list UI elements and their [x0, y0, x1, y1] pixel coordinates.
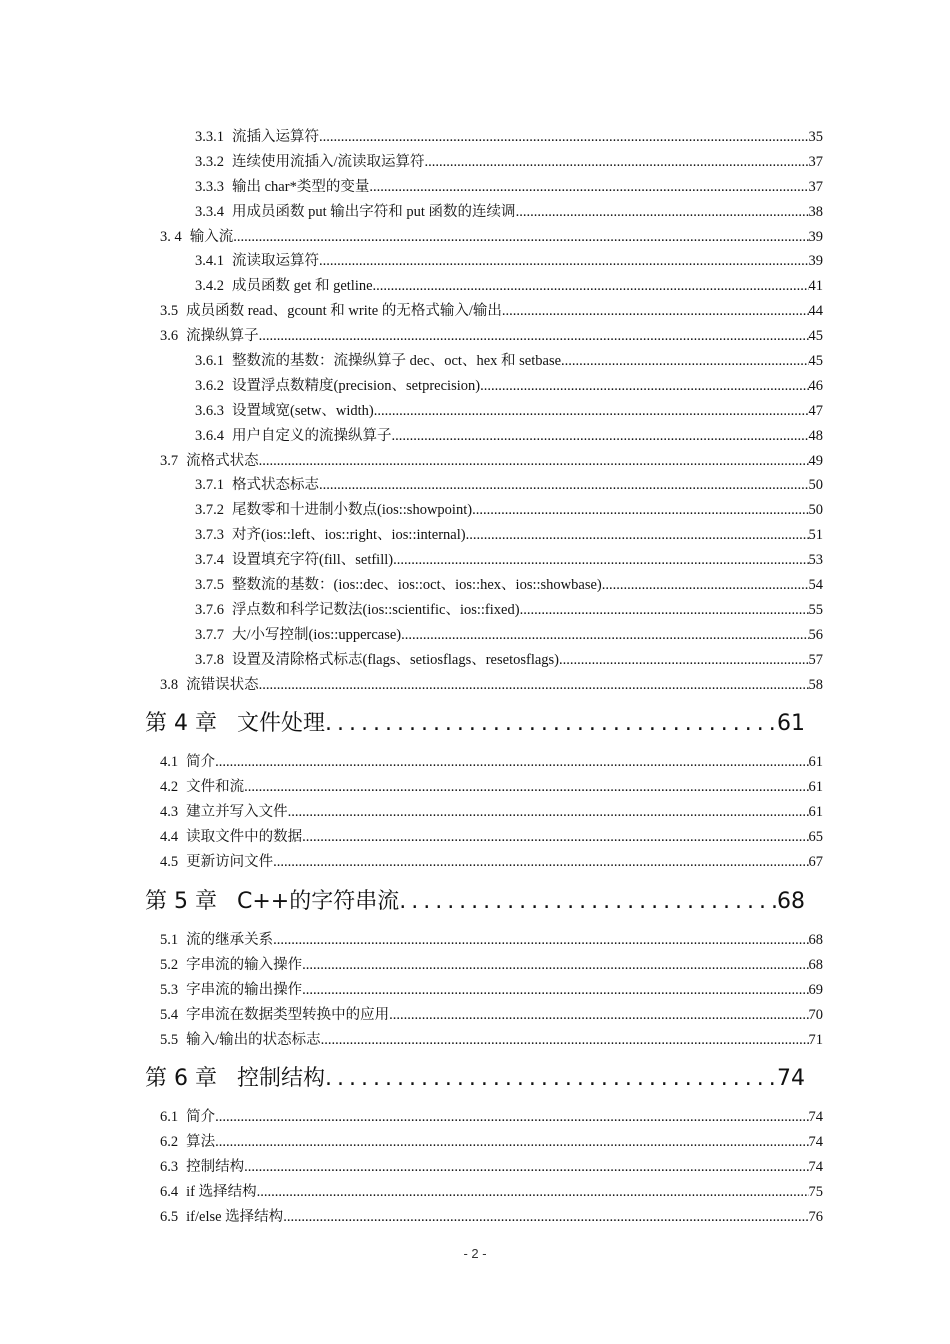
toc-entry[interactable] [160, 800, 823, 825]
toc-entry-label [160, 928, 273, 953]
toc-entry-label [195, 125, 319, 150]
toc-entry-title: 连续使用流插入/流读取运算符 [232, 153, 425, 170]
toc-leader-dots [302, 978, 808, 1003]
toc-entry[interactable] [195, 374, 823, 399]
toc-page-number: 48 [808, 427, 823, 444]
toc-entry-title: 更新访问文件 [186, 854, 274, 871]
toc-entry-number: 3.3.2 [195, 153, 224, 170]
toc-entry-title: 流错误状态 [186, 676, 259, 693]
toc-entry-number: 3.6.4 [195, 427, 224, 444]
toc-entry-title: C++的字符串流 [236, 888, 400, 914]
toc-entry-label [160, 1028, 321, 1053]
toc-entry[interactable] [160, 953, 823, 978]
toc-leader-dots [244, 1155, 808, 1180]
toc-entry[interactable] [195, 424, 823, 449]
toc-entry-label [145, 875, 399, 928]
toc-leader-dots [369, 175, 808, 200]
toc-entry-number: 5.5 [160, 1031, 179, 1048]
toc-entry-label [195, 200, 516, 225]
toc-leader-dots [319, 473, 809, 498]
toc-entry-number: 4.1 [160, 754, 179, 771]
toc-entry-title: 设置填充字符(fill、setfill) [232, 552, 394, 569]
toc-leader-dots [472, 498, 808, 523]
toc-entry-title: 设置域宽(setw、width) [232, 402, 374, 419]
toc-entry[interactable] [160, 1205, 823, 1230]
toc-entry-label [195, 523, 466, 548]
toc-entry[interactable] [160, 324, 823, 349]
toc-entry-title: 流格式状态 [186, 452, 259, 469]
toc-entry[interactable] [195, 399, 823, 424]
toc-leader-dots [480, 374, 808, 399]
toc-entry-label [160, 750, 215, 775]
toc-entry-title: 简介 [186, 754, 216, 771]
toc-entry-number: 6.3 [160, 1159, 179, 1176]
toc-leader-dots [215, 750, 808, 775]
toc-entry-number: 4.2 [160, 779, 179, 796]
toc-entry-number: 5.4 [160, 1006, 179, 1023]
toc-page-number: 68 [777, 888, 805, 914]
toc-page-number: 74 [808, 1159, 823, 1176]
toc-page-number: 61 [808, 754, 823, 771]
toc-entry-label [195, 548, 393, 573]
toc-entry-number: 3.4.1 [195, 253, 224, 270]
toc-entry-title: 算法 [186, 1134, 216, 1151]
toc-entry-title: 设置及清除格式标志(flags、setiosflags、resetosflags) [232, 651, 560, 668]
toc-entry-label [195, 473, 319, 498]
toc-entry-title: 浮点数和科学记数法(ios::scientific、ios::fixed) [232, 601, 520, 618]
toc-entry-number: 第 5 章 [145, 888, 217, 914]
toc-entry[interactable] [160, 449, 823, 474]
toc-leader-dots [325, 697, 777, 750]
toc-entry-number: 3.6 [160, 328, 179, 345]
toc-entry-number: 3.6.2 [195, 377, 224, 394]
toc-page-number: 39 [808, 253, 823, 270]
toc-entry-title: if/else 选择结构 [186, 1208, 284, 1225]
toc-leader-dots [392, 424, 809, 449]
toc-entry[interactable] [160, 850, 823, 875]
toc-chapter-entry[interactable] [145, 697, 805, 750]
toc-entry-title: if 选择结构 [186, 1184, 257, 1201]
toc-entry-label [160, 775, 244, 800]
toc-entry-label [160, 978, 302, 1003]
toc-page-number: 50 [808, 502, 823, 519]
toc-entry-number: 4.4 [160, 829, 179, 846]
toc-entry[interactable] [195, 249, 823, 274]
toc-entry[interactable] [160, 225, 823, 250]
toc-entry-label [195, 573, 602, 598]
toc-page-number: 49 [808, 452, 823, 469]
toc-page-number: 55 [808, 601, 823, 618]
toc-page-number: 53 [808, 552, 823, 569]
toc-entry-number: 3.7.1 [195, 477, 224, 494]
toc-entry-title: 格式状态标志 [232, 477, 319, 494]
toc-entry-number: 3.7 [160, 452, 179, 469]
toc-page-number: 46 [808, 377, 823, 394]
toc-entry-number: 3.7.8 [195, 651, 224, 668]
toc-entry-number: 5.2 [160, 956, 179, 973]
toc-entry-title: 文件和流 [186, 779, 245, 796]
toc-entry-label [145, 1052, 325, 1105]
toc-entry-number: 第 4 章 [145, 711, 217, 737]
toc-entry[interactable] [195, 648, 823, 673]
toc-entry[interactable] [160, 299, 823, 324]
toc-page-number: 75 [808, 1184, 823, 1201]
toc-entry-title: 对齐(ios::left、ios::right、ios::internal) [232, 527, 466, 544]
toc-entry-number: 5.3 [160, 981, 179, 998]
toc-leader-dots [399, 875, 777, 928]
toc-page-number: 44 [808, 303, 823, 320]
toc-entry-label [195, 349, 561, 374]
toc-entry[interactable] [195, 623, 823, 648]
toc-leader-dots [288, 800, 809, 825]
toc-entry-label [145, 697, 325, 750]
toc-leader-dots [502, 299, 809, 324]
toc-page-number: 61 [808, 779, 823, 796]
toc-chapter-entry[interactable] [145, 1052, 805, 1105]
toc-entry-label [160, 1205, 283, 1230]
toc-leader-dots [374, 399, 809, 424]
toc-entry-number: 3.3.1 [195, 129, 224, 145]
toc-entry[interactable] [160, 928, 823, 953]
toc-entry-number: 第 6 章 [145, 1066, 217, 1092]
toc-entry-number: 5.1 [160, 931, 179, 948]
toc-entry-label [160, 449, 259, 474]
toc-leader-dots [273, 928, 808, 953]
toc-entry[interactable] [160, 775, 823, 800]
toc-page-number: 71 [808, 1031, 823, 1048]
toc-page-number: 58 [808, 676, 823, 693]
toc-entry-number: 4.5 [160, 854, 179, 871]
toc-entry-title: 控制结构 [186, 1159, 245, 1176]
toc-entry-label [195, 648, 559, 673]
toc-entry-number: 6.4 [160, 1184, 179, 1201]
toc-entry-number: 3. 4 [160, 228, 182, 245]
toc-entry-label [195, 498, 472, 523]
toc-entry-number: 3.5 [160, 303, 179, 320]
toc-entry-label [160, 825, 302, 850]
toc-page-number: 57 [808, 651, 823, 668]
toc-page-number: 74 [808, 1134, 823, 1151]
toc-entry-number: 3.7.4 [195, 552, 224, 569]
toc-leader-dots [325, 1052, 777, 1105]
toc-entry-number: 3.8 [160, 676, 179, 693]
toc-entry-label [195, 150, 425, 175]
toc-page-number: 56 [808, 626, 823, 643]
toc-entry[interactable] [195, 125, 823, 150]
toc-entry-title: 简介 [186, 1109, 216, 1126]
toc-entry-label [195, 598, 520, 623]
toc-entry-title: 流读取运算符 [232, 253, 319, 270]
toc-leader-dots [389, 1003, 808, 1028]
toc-entry[interactable] [195, 598, 823, 623]
toc-page-number: 67 [808, 854, 823, 871]
toc-leader-dots [273, 850, 808, 875]
toc-page-number: 70 [808, 1006, 823, 1023]
toc-leader-dots [259, 673, 809, 698]
toc-leader-dots [244, 775, 808, 800]
toc-entry-number: 3.7.6 [195, 601, 224, 618]
toc-leader-dots [520, 598, 809, 623]
toc-entry-label [160, 1180, 257, 1205]
toc-entry-number: 3.3.4 [195, 203, 224, 220]
toc-entry-title: 字串流的输入操作 [186, 956, 303, 973]
toc-entry-title: 成员函数 get 和 getline [232, 278, 373, 295]
toc-entry[interactable] [160, 825, 823, 850]
toc-page-number: 51 [808, 527, 823, 544]
toc-entry-label [160, 299, 502, 324]
toc-entry-title: 尾数零和十进制小数点(ios::showpoint) [232, 502, 473, 519]
toc-leader-dots [319, 125, 809, 150]
toc-entry-title: 设置浮点数精度(precision、setprecision) [232, 377, 481, 394]
toc-entry-number: 6.2 [160, 1134, 179, 1151]
toc-page-number: 68 [808, 931, 823, 948]
toc-entry[interactable] [195, 498, 823, 523]
toc-leader-dots [302, 825, 808, 850]
toc-leader-dots [559, 648, 808, 673]
toc-entry-label [160, 850, 273, 875]
toc-page-number: 35 [808, 129, 823, 145]
toc-page-number: 76 [808, 1208, 823, 1225]
toc-entry-label [160, 324, 259, 349]
toc-entry-number: 3.6.1 [195, 353, 224, 370]
toc-entry[interactable] [195, 150, 823, 175]
toc-page-number: 37 [808, 178, 823, 195]
toc-entry[interactable] [195, 175, 823, 200]
toc-entry-label [195, 175, 369, 200]
toc-entry-label [160, 1130, 215, 1155]
toc-entry-label [160, 1003, 389, 1028]
toc-page-number: 39 [808, 228, 823, 245]
toc-entry[interactable] [195, 274, 823, 299]
toc-entry[interactable] [195, 200, 823, 225]
toc-leader-dots [373, 274, 809, 299]
toc-leader-dots [257, 1180, 809, 1205]
table-of-contents [0, 125, 950, 1230]
toc-entry-number: 3.4.2 [195, 278, 224, 295]
toc-leader-dots [215, 1130, 808, 1155]
toc-page-number: 38 [808, 203, 823, 220]
toc-entry-number: 3.7.5 [195, 577, 224, 594]
toc-entry-number: 6.5 [160, 1208, 179, 1225]
toc-entry-label [160, 800, 288, 825]
toc-leader-dots [393, 548, 808, 573]
toc-entry-title: 字串流在数据类型转换中的应用 [186, 1006, 390, 1023]
toc-entry-number: 3.7.2 [195, 502, 224, 519]
toc-leader-dots [401, 623, 808, 648]
toc-leader-dots [259, 449, 809, 474]
toc-entry-title: 流操纵算子 [186, 328, 259, 345]
toc-page-number: 69 [808, 981, 823, 998]
toc-entry[interactable] [160, 978, 823, 1003]
toc-entry[interactable] [195, 548, 823, 573]
toc-entry-title: 用户自定义的流操纵算子 [232, 427, 392, 444]
toc-entry-number: 3.3.3 [195, 178, 224, 195]
toc-leader-dots [466, 523, 809, 548]
toc-entry-title: 读取文件中的数据 [186, 829, 303, 846]
toc-entry[interactable] [160, 1130, 823, 1155]
toc-entry-label [160, 1155, 244, 1180]
toc-leader-dots [259, 324, 809, 349]
toc-entry-number: 3.7.3 [195, 527, 224, 544]
toc-page-number: 37 [808, 153, 823, 170]
toc-leader-dots [561, 349, 808, 374]
toc-entry-title: 输出 char*类型的变量 [232, 178, 370, 195]
toc-leader-dots [302, 953, 808, 978]
page-number: - 2 - [463, 1246, 487, 1261]
toc-page-number: 47 [808, 402, 823, 419]
toc-entry[interactable] [160, 1105, 823, 1130]
toc-leader-dots [425, 150, 809, 175]
toc-page-number: 65 [808, 829, 823, 846]
toc-page-number: 54 [808, 577, 823, 594]
toc-entry-title: 文件处理 [236, 711, 325, 737]
toc-entry-title: 流的继承关系 [186, 931, 274, 948]
toc-entry[interactable] [195, 349, 823, 374]
toc-entry-title: 控制结构 [236, 1066, 325, 1092]
toc-page-number: 61 [808, 804, 823, 821]
toc-entry-title: 流插入运算符 [232, 129, 319, 145]
toc-page-number: 41 [808, 278, 823, 295]
toc-entry-label [160, 953, 302, 978]
toc-entry[interactable] [160, 673, 823, 698]
toc-page-number: 45 [808, 353, 823, 370]
toc-leader-dots [233, 225, 808, 250]
toc-entry-title: 用成员函数 put 输出字符和 put 函数的连续调 [232, 203, 516, 220]
toc-entry-label [195, 399, 374, 424]
toc-entry[interactable] [195, 523, 823, 548]
toc-entry-number: 4.3 [160, 804, 179, 821]
toc-entry-label [195, 374, 480, 399]
toc-entry-title: 成员函数 read、gcount 和 write 的无格式输入/输出 [186, 303, 502, 320]
toc-entry-number: 6.1 [160, 1109, 179, 1126]
toc-entry-title: 建立并写入文件 [186, 804, 288, 821]
toc-entry[interactable] [160, 750, 823, 775]
toc-page-number: 61 [777, 711, 805, 737]
toc-page-number: 45 [808, 328, 823, 345]
toc-entry[interactable] [160, 1155, 823, 1180]
toc-leader-dots [516, 200, 809, 225]
toc-page-number: 50 [808, 477, 823, 494]
toc-page-number: 68 [808, 956, 823, 973]
toc-leader-dots [215, 1105, 808, 1130]
toc-entry-label [160, 1105, 215, 1130]
toc-entry[interactable] [160, 1180, 823, 1205]
toc-entry[interactable] [195, 473, 823, 498]
toc-entry-label [160, 673, 259, 698]
toc-entry-label [160, 225, 233, 250]
toc-leader-dots [319, 249, 809, 274]
toc-page-number: 74 [808, 1109, 823, 1126]
toc-entry-title: 大/小写控制(ios::uppercase) [232, 626, 402, 643]
toc-entry-label [195, 623, 401, 648]
toc-chapter-entry[interactable] [145, 875, 805, 928]
toc-entry-number: 3.7.7 [195, 626, 224, 643]
toc-entry-title: 输入流 [189, 228, 234, 245]
toc-entry-label [195, 274, 373, 299]
toc-leader-dots [602, 573, 809, 598]
toc-entry[interactable] [160, 1028, 823, 1053]
toc-entry-title: 整数流的基数：(ios::dec、ios::oct、ios::hex、ios::showbase) [232, 577, 602, 594]
toc-entry[interactable] [160, 1003, 823, 1028]
toc-leader-dots [283, 1205, 808, 1230]
toc-entry-label [195, 424, 392, 449]
toc-entry[interactable] [195, 573, 823, 598]
toc-leader-dots [321, 1028, 809, 1053]
toc-entry-title: 输入/输出的状态标志 [186, 1031, 321, 1048]
toc-entry-title: 整数流的基数：流操纵算子 dec、oct、hex 和 setbase [232, 353, 562, 370]
toc-entry-number: 3.6.3 [195, 402, 224, 419]
toc-page-number: 74 [777, 1066, 805, 1092]
toc-entry-label [195, 249, 319, 274]
toc-entry-title: 字串流的输出操作 [186, 981, 303, 998]
